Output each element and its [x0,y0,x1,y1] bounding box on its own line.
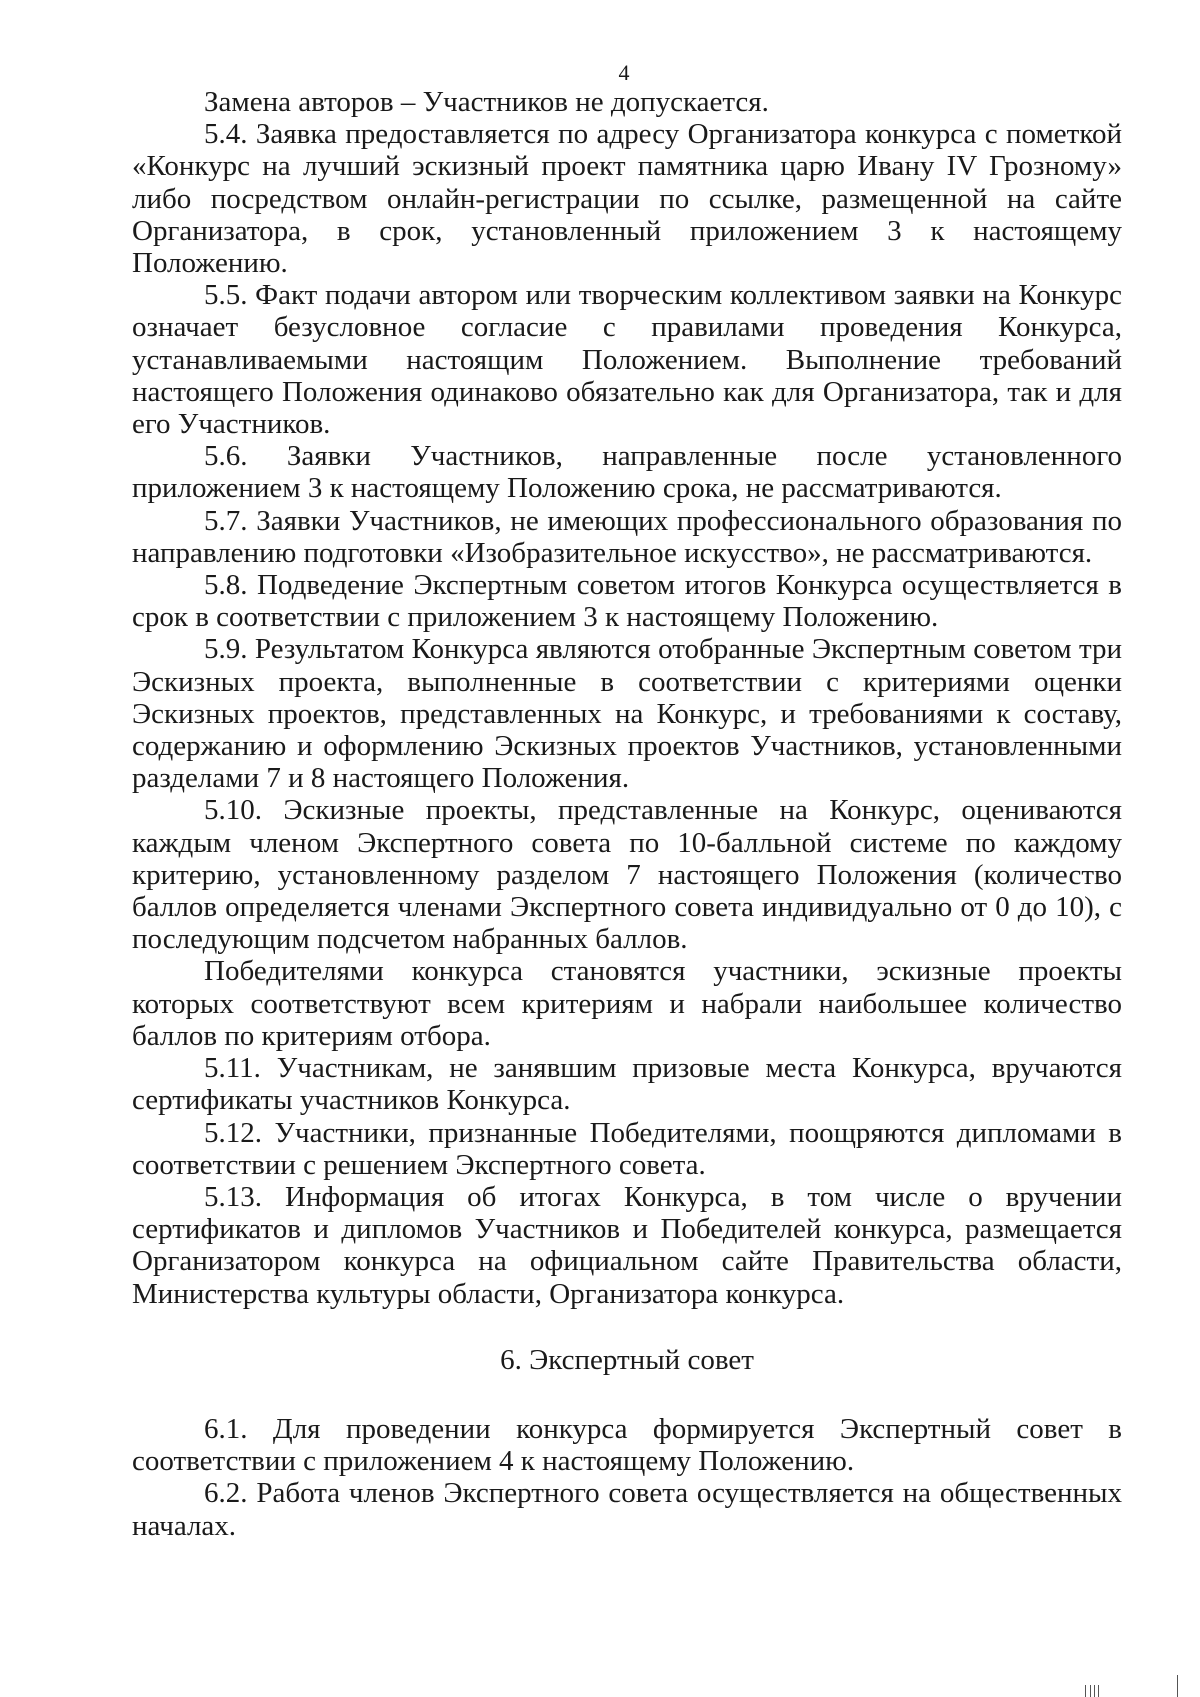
paragraph-author-replacement: Замена авторов – Участников не допускается. [204,86,769,118]
paragraph-5-6: 5.6. Заявки Участников, направленные после установленного приложением 3 к настоящему Положению срока, не рассматриваются. [132,440,1122,505]
paragraph-5-5: 5.5. Факт подачи автором или творческим коллективом заявки на Конкурс означает безусловное согласие с правилами проведения Конкурса, устанавливаемыми настоящим Положением. Выполнение требований настоящего Положения одинаково обязательно как для Организатора, так и для его Участников. [132,279,1122,441]
paragraph-5-8: 5.8. Подведение Экспертным советом итогов Конкурса осуществляется в срок в соответствии с приложением 3 к настоящему Положению. [132,569,1122,634]
paragraph-5-10: 5.10. Эскизные проекты, представленные на Конкурс, оцениваются каждым членом Экспертного совета по 10-балльной системе по каждому критерию, установленному разделом 7 настоящего Положения (количество баллов определяется членами Экспертного совета индивидуально от 0 до 10), с последующим подсчетом набранных баллов. [132,794,1122,956]
paragraph-5-7: 5.7. Заявки Участников, не имеющих профессионального образования по направлению подготовки «Изобразительное искусство», не рассматриваются. [132,504,1122,569]
page-number: 4 [618,60,630,85]
paragraph-5-12: 5.12. Участники, признанные Победителями, поощряются дипломами в соответствии с решением Экспертного совета. [132,1116,1122,1181]
paragraph-5-13: 5.13. Информация об итогах Конкурса, в том числе о вручении сертификатов и дипломов Участников и Победителей конкурса, размещается Организатором конкурса на официальном сайте Правительства области, Министерства культуры области, Организатора конкурса. [132,1180,1122,1310]
scan-mark [1177,1675,1178,1697]
document-body [132,86,1122,1542]
scan-mark [1098,1685,1099,1697]
scan-mark [1085,1685,1086,1697]
paragraph-5-11: 5.11. Участникам, не занявшим призовые места Конкурса, вручаются сертификаты участников Конкурса. [132,1052,1122,1117]
paragraph-5-4: 5.4. Заявка предоставляется по адресу Организатора конкурса с пометкой «Конкурс на лучший эскизный проект памятника царю Ивану IV Грозному» либо посредством онлайн-регистрации по ссылке, размещенной на сайте Организатора, в срок, установленный приложением 3 к настоящему Положению. [132,118,1122,280]
scan-mark [1094,1685,1095,1697]
paragraph-5-9: 5.9. Результатом Конкурса являются отобранные Экспертным советом три Эскизных проекта, выполненные в соответствии с критериями оценки Эскизных проектов, представленных на Конкурс, и требованиями к составу, содержанию и оформлению Эскизных проектов Участников, установленными разделами 7 и 8 настоящего Положения. [132,633,1122,795]
paragraph-winners: Победителями конкурса становятся участники, эскизные проекты которых соответствуют всем критериям и набрали наибольшее количество баллов по критериям отбора. [132,955,1122,1052]
section-heading-expert-council: 6. Экспертный совет [500,1343,754,1376]
paragraph-6-2: 6.2. Работа членов Экспертного совета осуществляется на общественных началах. [132,1477,1122,1542]
paragraph-6-1: 6.1. Для проведении конкурса формируется Экспертный совет в соответствии с приложением 4 к настоящему Положению. [132,1412,1122,1478]
scan-mark [1090,1685,1091,1697]
scan-artifact-marks [1085,1672,1195,1697]
